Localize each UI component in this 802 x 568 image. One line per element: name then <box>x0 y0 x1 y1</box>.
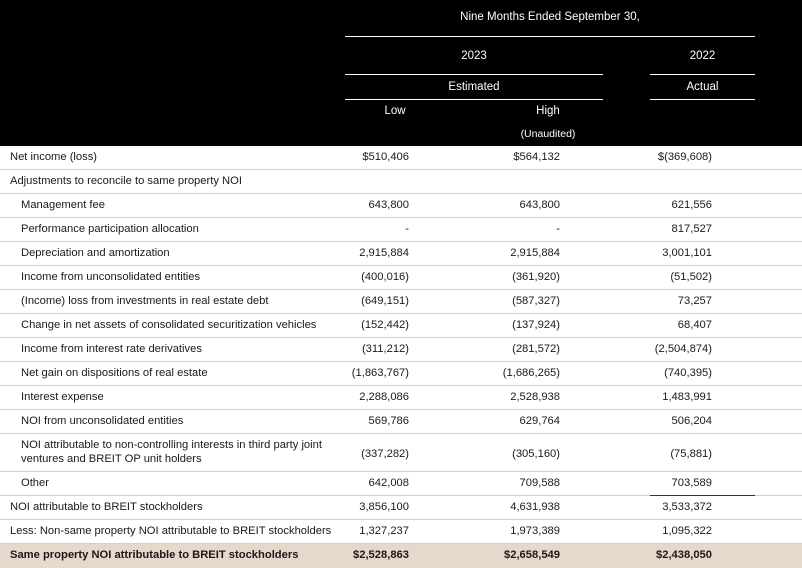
actual-value: (51,502) <box>670 271 712 283</box>
high-value: 2,915,884 <box>510 247 560 259</box>
low-value: (337,282) <box>361 448 409 460</box>
actual-value: 73,257 <box>677 295 712 307</box>
high-value: (1,686,265) <box>502 367 560 379</box>
actual-value: 621,556 <box>671 199 712 211</box>
actual-value: 3,001,101 <box>662 247 712 259</box>
row-label: NOI attributable to non-controlling interests in third party joint ventures and BREIT OP unit holders <box>21 439 322 465</box>
high-value: 709,588 <box>519 477 560 489</box>
low-value: (400,016) <box>361 271 409 283</box>
table-row <box>0 410 802 434</box>
actual-value: (75,881) <box>670 448 712 460</box>
header-divider <box>345 99 603 100</box>
high-value: (305,160) <box>512 448 560 460</box>
table-row <box>0 146 802 170</box>
table-row <box>0 218 802 242</box>
row-label: Interest expense <box>21 391 104 403</box>
high-value: $564,132 <box>513 151 560 163</box>
high-value: (587,327) <box>512 295 560 307</box>
low-value: - <box>405 223 409 235</box>
low-value: (152,442) <box>361 319 409 331</box>
row-label: Income from unconsolidated entities <box>21 271 201 283</box>
table-row <box>0 314 802 338</box>
header-divider <box>345 36 755 37</box>
low-value: 2,915,884 <box>359 247 409 259</box>
table-row <box>0 266 802 290</box>
table-row <box>0 520 802 544</box>
low-value: (649,151) <box>361 295 409 307</box>
table-row <box>0 170 802 194</box>
actual-value: 506,204 <box>671 415 712 427</box>
estimated-heading: Estimated <box>448 81 500 93</box>
total-row <box>0 544 802 568</box>
row-label: (Income) loss from investments in real estate debt <box>21 295 269 307</box>
low-value: $510,406 <box>362 151 409 163</box>
table-row <box>0 242 802 266</box>
low-value: (1,863,767) <box>351 367 409 379</box>
low-value: 1,327,237 <box>359 525 409 537</box>
actual-value: 703,589 <box>671 477 712 489</box>
header-divider <box>650 74 755 75</box>
table-row <box>0 472 802 496</box>
table-row <box>0 338 802 362</box>
table-row <box>0 290 802 314</box>
low-value: (311,212) <box>361 343 409 355</box>
table-row <box>0 194 802 218</box>
low-value: 569,786 <box>368 415 409 427</box>
actual-value: $(369,608) <box>657 151 712 163</box>
year-2022-heading: 2022 <box>689 50 716 62</box>
high-value: (137,924) <box>512 319 560 331</box>
table-row <box>0 386 802 410</box>
actual-value: (2,504,874) <box>654 343 712 355</box>
row-label: Depreciation and amortization <box>21 247 170 259</box>
actual-value: 817,527 <box>671 223 712 235</box>
row-label: Net gain on dispositions of real estate <box>21 367 208 379</box>
row-label: Other <box>21 477 49 489</box>
header-divider <box>650 99 755 100</box>
actual-value: (740,395) <box>664 367 712 379</box>
actual-value: 3,533,372 <box>662 501 712 513</box>
actual-value: 1,483,991 <box>662 391 712 403</box>
high-value: 2,528,938 <box>510 391 560 403</box>
row-label: Same property NOI attributable to BREIT stockholders <box>10 549 299 561</box>
row-label: Performance participation allocation <box>21 223 199 235</box>
table-body <box>0 146 802 568</box>
high-value: (361,920) <box>512 271 560 283</box>
row-label: Adjustments to reconcile to same property NOI <box>10 175 242 187</box>
row-label: NOI from unconsolidated entities <box>21 415 184 427</box>
row-label: Less: Non-same property NOI attributable to BREIT stockholders <box>10 525 332 537</box>
actual-value: 68,407 <box>677 319 712 331</box>
row-label: Net income (loss) <box>10 151 98 163</box>
high-value: 4,631,938 <box>510 501 560 513</box>
actual-value: 1,095,322 <box>662 525 712 537</box>
table-row <box>0 434 802 472</box>
low-value: 643,800 <box>368 199 409 211</box>
low-heading: Low <box>384 105 406 117</box>
actual-heading: Actual <box>686 81 719 93</box>
row-label: Change in net assets of consolidated securitization vehicles <box>21 319 317 331</box>
row-label: NOI attributable to BREIT stockholders <box>10 501 203 513</box>
header-divider <box>345 74 603 75</box>
table-header <box>0 0 802 146</box>
low-value: 2,288,086 <box>359 391 409 403</box>
table-row <box>0 496 802 520</box>
row-label: Management fee <box>21 199 105 211</box>
row-label: Income from interest rate derivatives <box>21 343 202 355</box>
high-value: $2,658,549 <box>504 549 560 561</box>
high-value: - <box>556 223 560 235</box>
period-heading: Nine Months Ended September 30, <box>460 11 640 23</box>
high-heading: High <box>536 105 560 117</box>
high-value: 1,973,389 <box>510 525 560 537</box>
high-value: 643,800 <box>519 199 560 211</box>
actual-value: $2,438,050 <box>656 549 712 561</box>
high-value: (281,572) <box>512 343 560 355</box>
table-row <box>0 362 802 386</box>
high-value: 629,764 <box>519 415 560 427</box>
low-value: $2,528,863 <box>353 549 409 561</box>
year-2023-heading: 2023 <box>461 50 487 62</box>
low-value: 3,856,100 <box>359 501 409 513</box>
unaudited-note: (Unaudited) <box>520 128 576 140</box>
low-value: 642,008 <box>368 477 409 489</box>
